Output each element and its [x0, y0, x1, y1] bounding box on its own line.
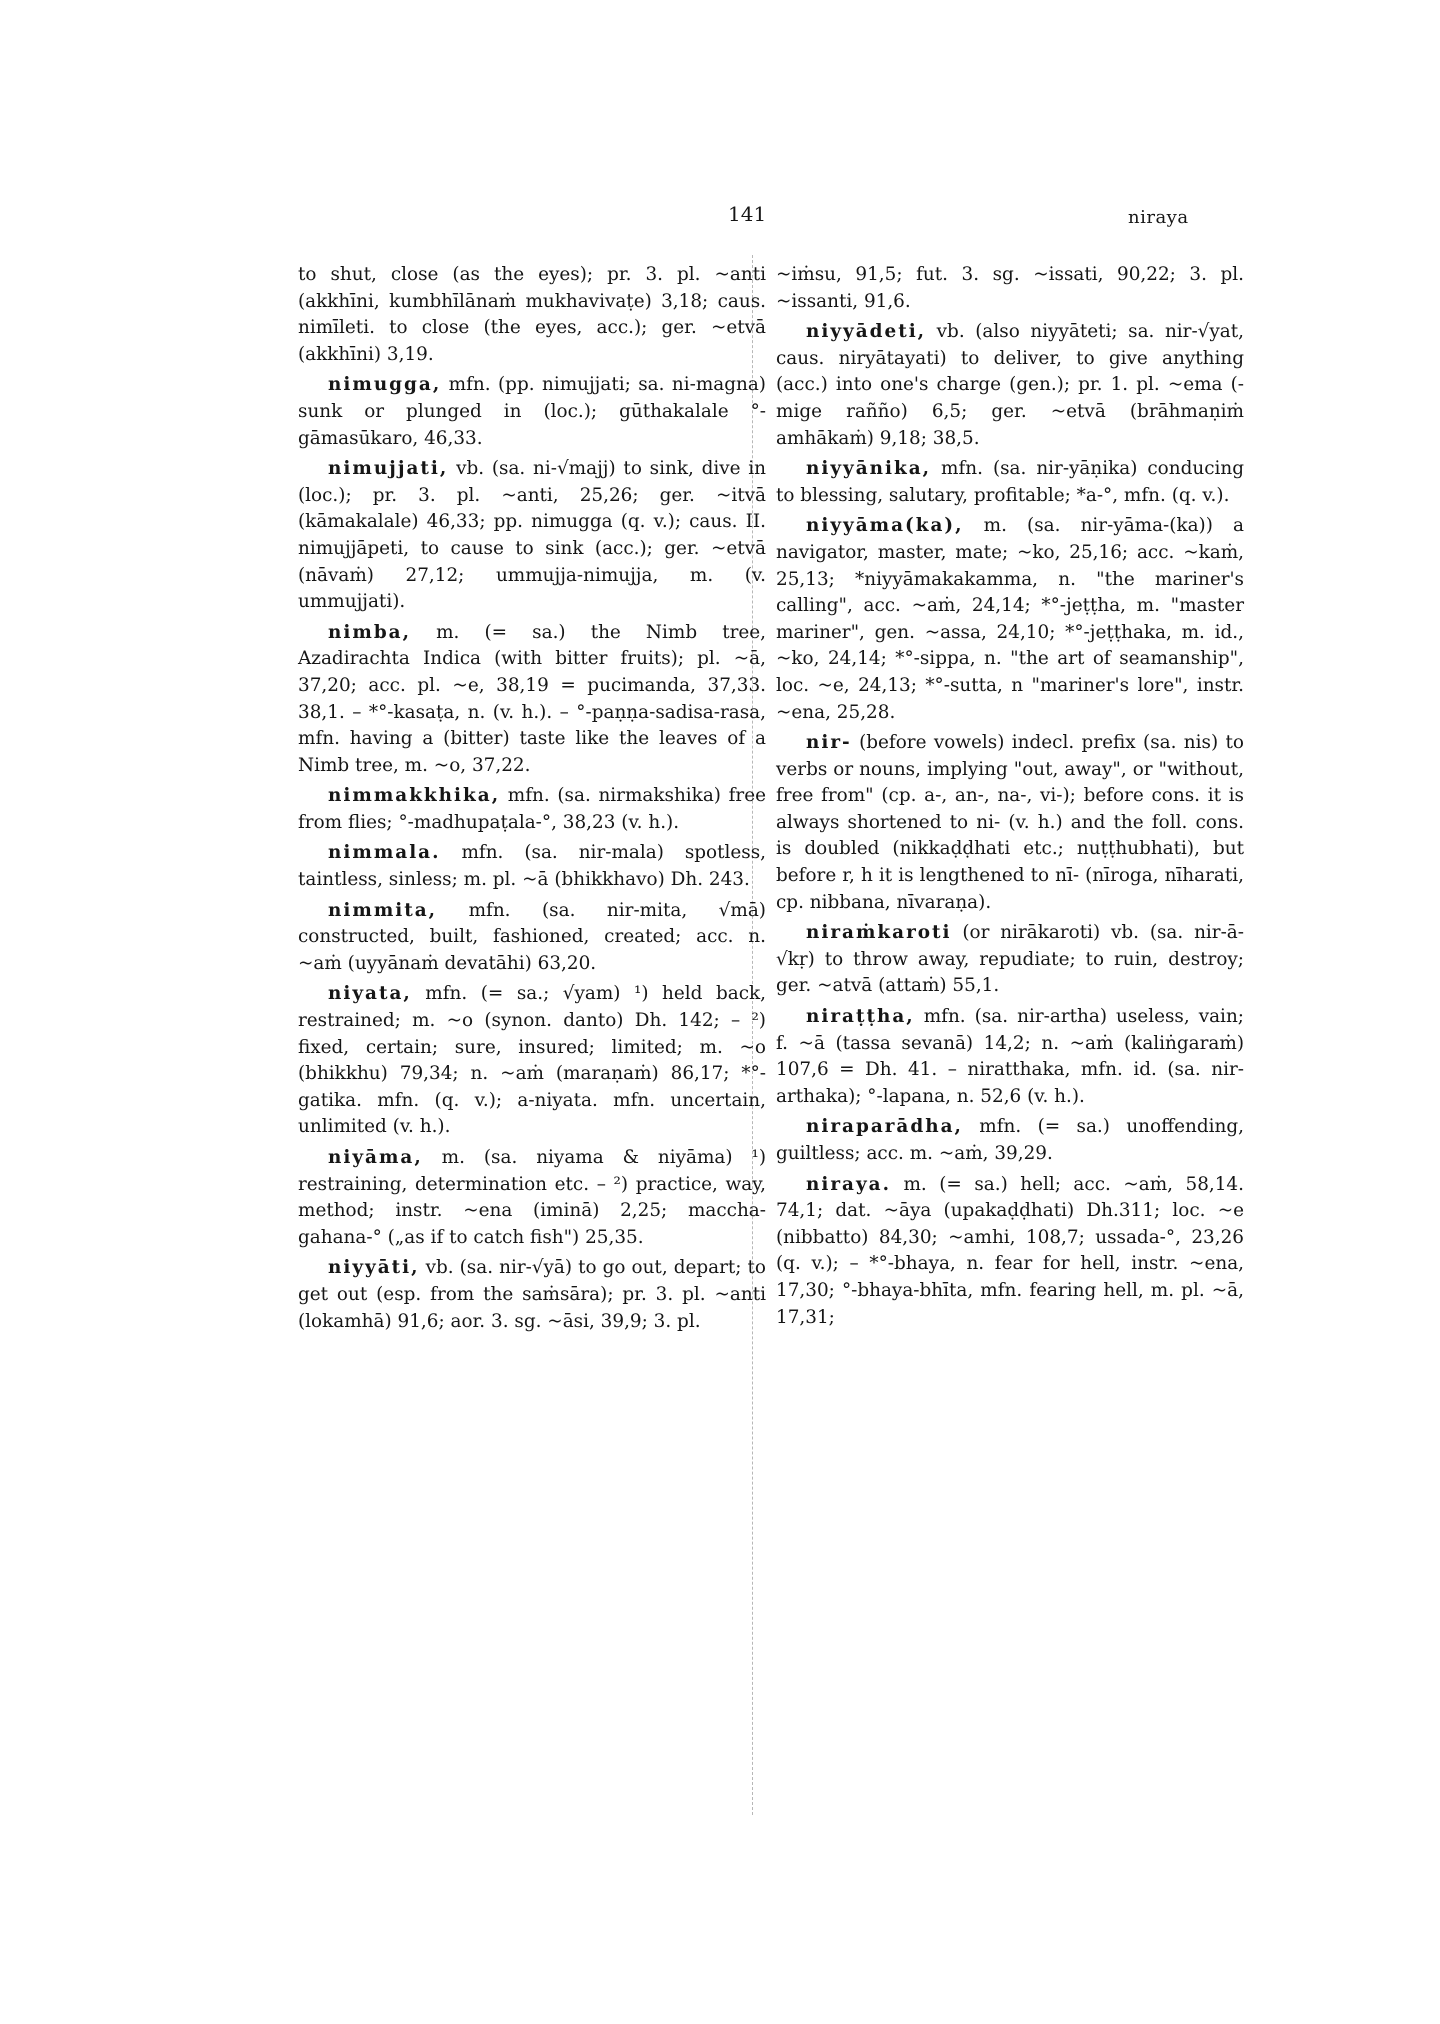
- headword: niraṁkaroti: [806, 922, 952, 944]
- dictionary-entry: [298, 783, 766, 836]
- headword: niraṭṭha,: [806, 1006, 915, 1028]
- headword: nimujjati,: [328, 458, 449, 480]
- headword: niyāma,: [328, 1147, 423, 1168]
- entry-text: m. (sa. nir-yāma-(ka)) a navigator, master, mate; ~ko, 25,16; acc. ~kaṁ, 25,13; *niyyāmakakamma, n. "the mariner's calling", acc. ~aṁ, 24,14; *°-jeṭṭha, m. "master mariner", gen. ~assa, 24,10; *°-jeṭṭhaka, m. id., ~ko, 24,14; *°-sippa, n. "the art of seamanship", loc. ~e, 24,13; *°-sutta, n "mariner's lore", instr. ~ena, 25,28.: [776, 515, 1244, 723]
- dictionary-entry: [298, 840, 766, 893]
- headword: nir-: [806, 732, 852, 754]
- dictionary-entry: [776, 1172, 1244, 1332]
- dictionary-entry: [298, 456, 766, 616]
- entry-text: mfn. (pp. nimujjati; sa. ni-magna) sunk or plunged in (loc.); gūthakalale °-gāmasūkaro, 46,33.: [298, 374, 766, 449]
- headword: nimmakkhika,: [328, 785, 501, 807]
- dictionary-entry: [776, 319, 1244, 452]
- dictionary-entry: [298, 898, 766, 978]
- headword: nimmala.: [328, 842, 441, 864]
- entry-text: mfn. (sa. nir-artha) useless, vain; f. ~ā (tassa sevanā) 14,2; n. ~aṁ (kaliṅgaraṁ) 107,6 = Dh. 41. – niratthaka, mfn. id. (sa. nir-arthaka); °-lapana, n. 52,6 (v. h.).: [776, 1006, 1244, 1107]
- headword: niyyānika,: [806, 458, 932, 480]
- running-head: niraya: [1128, 207, 1189, 228]
- dictionary-entry: [298, 262, 766, 368]
- dictionary-entry: [776, 1004, 1244, 1110]
- entry-text: mfn. (sa. nirmakshika) free from flies; °-madhupaṭala-°, 38,23 (v. h.).: [298, 785, 766, 833]
- dictionary-entry: [298, 620, 766, 780]
- dictionary-entry: [298, 372, 766, 452]
- headword: nimugga,: [328, 374, 442, 396]
- entry-text: mfn. (sa. nir-yāṇika) conducing to blessing, salutary, profitable; *a-°, mfn. (q. v.).: [776, 458, 1244, 506]
- entry-text: mfn. (= sa.) unoffending, guiltless; acc. m. ~aṁ, 39,29.: [776, 1116, 1244, 1164]
- headword: niyyādeti,: [806, 321, 927, 343]
- entry-text: ~iṁsu, 91,5; fut. 3. sg. ~issati, 90,22; 3. pl. ~issanti, 91,6.: [776, 264, 1244, 312]
- entry-text: to shut, close (as the eyes); pr. 3. pl. ~anti (akkhīni, kumbhīlānaṁ mukhavivaṭe) 3,18; caus. nimīleti. to close (the eyes, acc.); ger. ~etvā (akkhīni) 3,19.: [298, 264, 766, 365]
- dictionary-entry: [776, 262, 1244, 315]
- entry-text: m. (= sa.) hell; acc. ~aṁ, 58,14. 74,1; dat. ~āya (upakaḍḍhati) Dh.311; loc. ~e (nibbatto) 84,30; ~amhi, 108,7; ussada-°, 23,26 (q. v.); – *°-bhaya, n. fear for hell, instr. ~ena, 17,30; °-bhaya-bhīta, mfn. fearing hell, m. pl. ~ā, 17,31;: [776, 1173, 1244, 1328]
- dictionary-entry: [776, 1114, 1244, 1167]
- headword: niyyāma(ka),: [806, 515, 964, 537]
- entry-text: vb. (sa. ni-√majj) to sink, dive in (loc.); pr. 3. pl. ~anti, 25,26; ger. ~itvā (kāmakalale) 46,33; pp. nimugga (q. v.); caus. II. nimujjāpeti, to cause to sink (acc.); ger. ~etvā (nāvaṁ) 27,12; ummujja-nimujja, m. (v. ummujjati).: [298, 458, 766, 613]
- dictionary-entry: [298, 1255, 766, 1335]
- dictionary-entry: [776, 920, 1244, 1000]
- dictionary-entry: [298, 1145, 766, 1251]
- left-column: [298, 262, 766, 1339]
- headword: niyata,: [328, 983, 412, 1005]
- dictionary-entry: [298, 981, 766, 1141]
- entry-text: (or nirākaroti) vb. (sa. nir-ā-√kṛ) to throw away, repudiate; to ruin, destroy; ger. ~atvā (attaṁ) 55,1.: [776, 922, 1244, 997]
- headword: niraparādha,: [806, 1116, 963, 1138]
- headword: niraya.: [806, 1173, 891, 1195]
- dictionary-entry: [776, 730, 1244, 916]
- entry-text: (before vowels) indecl. prefix (sa. nis) to verbs or nouns, implying "out, away", or "without, free from" (cp. a-, an-, na-, vi-); before cons. it is always shortened to ni- (v. h.) and the foll. cons. is doubled (nikkaḍḍhati etc.; nuṭṭhubhati), but before r, h it is lengthened to nī- (nīroga, nīharati, cp. nibbana, nīvaraṇa).: [776, 732, 1244, 913]
- dictionary-entry: [776, 456, 1244, 509]
- headword: nimmita,: [328, 899, 438, 921]
- headword: nimba,: [328, 621, 411, 643]
- entry-text: vb. (sa. nir-√yā) to go out, depart; to get out (esp. from the saṁsāra); pr. 3. pl. ~anti (lokamhā) 91,6; aor. 3. sg. ~āsi, 39,9; 3. pl.: [298, 1257, 766, 1332]
- right-column: [776, 262, 1244, 1335]
- page-number: 141: [728, 202, 767, 226]
- entry-text: m. (sa. niyama & niyāma) ¹) restraining, determination etc. – ²) practice, way, method; instr. ~ena (iminā) 2,25; maccha-gahana-° („as if to catch fish") 25,35.: [298, 1147, 766, 1248]
- entry-text: mfn. (sa. nir-mala) spotless, taintless, sinless; m. pl. ~ā (bhikkhavo) Dh. 243.: [298, 842, 766, 891]
- entry-text: mfn. (= sa.; √yam) ¹) held back, restrained; m. ~o (synon. danto) Dh. 142; – ²) fixed, certain; sure, insured; limited; m. ~o (bhikkhu) 79,34; n. ~aṁ (maraṇaṁ) 86,17; *°-gatika. mfn. (q. v.); a-niyata. mfn. uncertain, unlimited (v. h.).: [298, 983, 766, 1138]
- headword: niyyāti,: [328, 1257, 420, 1279]
- entry-text: m. (= sa.) the Nimb tree, Azadirachta Indica (with bitter fruits); pl. ~ā, 37,20; acc. pl. ~e, 38,19 = pucimanda, 37,33. 38,1. – *°-kasaṭa, n. (v. h.). – °-paṇṇa-sadisa-rasa, mfn. having a (bitter) taste like the leaves of a Nimb tree, m. ~o, 37,22.: [298, 621, 766, 776]
- entry-text: mfn. (sa. nir-mita, √mā) constructed, built, fashioned, created; acc. n. ~aṁ (uyyānaṁ devatāhi) 63,20.: [298, 899, 766, 974]
- entry-text: vb. (also niyyāteti; sa. nir-√yat, caus. niryātayati) to deliver, to give anything (acc.) into one's charge (gen.); pr. 1. pl. ~ema (-mige rañño) 6,5; ger. ~etvā (brāhmaṇiṁ amhākaṁ) 9,18; 38,5.: [776, 321, 1244, 449]
- dictionary-entry: [776, 513, 1244, 726]
